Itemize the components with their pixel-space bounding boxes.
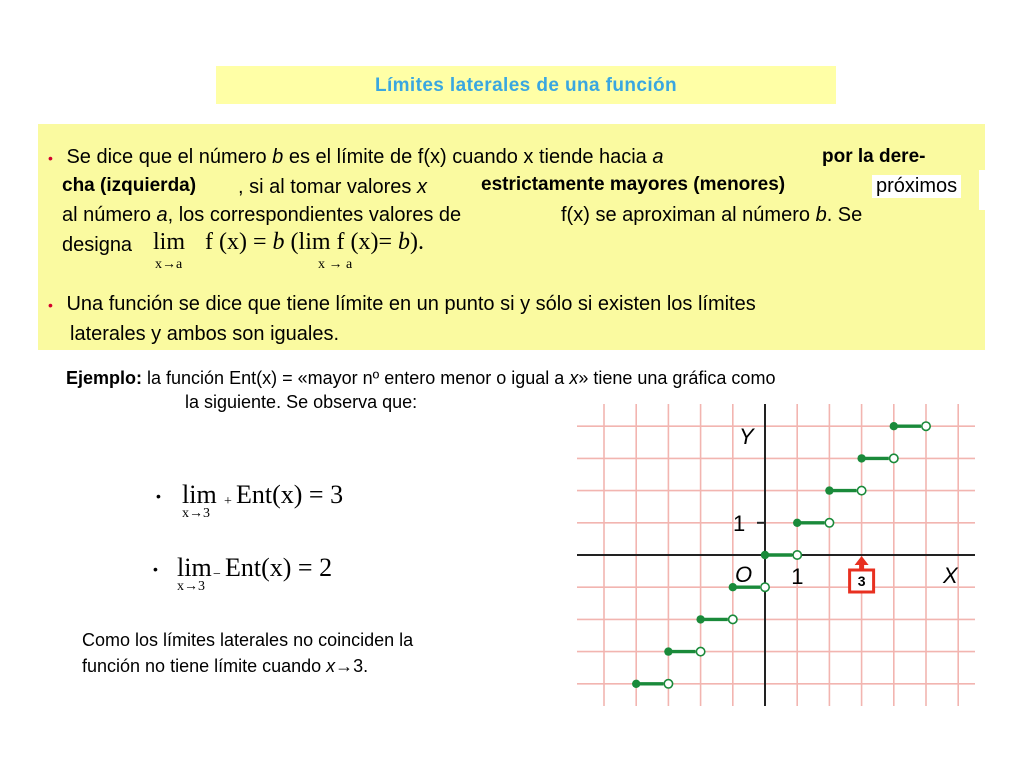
step-function-graph <box>577 404 975 706</box>
x-axis-label: X <box>943 563 958 588</box>
open-endpoint <box>729 615 737 623</box>
open-endpoint <box>922 422 930 430</box>
definition-line-2: , si al tomar valores x <box>238 176 427 198</box>
bullet-icon: • <box>156 488 161 504</box>
definition-bold-right: por la dere- <box>822 146 926 167</box>
formula-subscript-2: x → a <box>318 257 353 272</box>
bullet2-line-1: • Una función se dice que tiene límite en un punto si y sólo si existen los límites <box>48 293 756 315</box>
definition-bold-left: cha (izquierda) <box>62 175 197 196</box>
closed-endpoint <box>632 680 640 688</box>
white-notch <box>979 170 987 210</box>
bullet-icon: • <box>48 150 53 166</box>
definition-word-proximos: próximos <box>872 175 961 198</box>
conclusion-line-2: función no tiene límite cuando x→3. <box>82 656 369 676</box>
bullet-icon: • <box>153 561 158 577</box>
closed-endpoint <box>857 454 865 462</box>
definition-formula: lim f (x) = b (lim f (x)= b). <box>153 229 425 255</box>
open-endpoint <box>664 680 672 688</box>
marker-x3 <box>850 556 874 592</box>
closed-endpoint <box>761 551 769 559</box>
open-endpoint <box>793 551 801 559</box>
definition-line-3: al número a, los correspondientes valores de <box>62 204 462 226</box>
closed-endpoint <box>696 615 704 623</box>
y-axis-label: Y <box>739 424 754 449</box>
conclusion-line-1: Como los límites laterales no coinciden la <box>82 630 414 650</box>
open-endpoint <box>696 647 704 655</box>
example-line-1: Ejemplo: la función Ent(x) = «mayor nº entero menor o igual a x» tiene una gráfica como <box>66 368 776 388</box>
definition-line-3b: f(x) se aproximan al número b. Se <box>561 204 863 226</box>
bullet2-line-2: laterales y ambos son iguales. <box>70 323 340 345</box>
marker-label: 3 <box>857 573 866 589</box>
definition-line-1: • Se dice que el número b es el límite de f(x) cuando x tiende hacia a <box>48 146 664 168</box>
y-tick-label-1: 1 <box>733 510 746 536</box>
example-line-2: la siguiente. Se observa que: <box>185 392 418 412</box>
bullet-icon: • <box>48 297 53 313</box>
formula-subscript-1: x→a <box>155 257 183 272</box>
definition-bold-mid: estrictamente mayores (menores) <box>481 174 786 195</box>
open-endpoint <box>761 583 769 591</box>
page-title: Límites laterales de una función <box>374 75 678 96</box>
open-endpoint <box>825 519 833 527</box>
definition-designa: designa <box>62 234 133 256</box>
limit-right: • lim + Ent(x) = 3 x→3 <box>156 480 344 521</box>
closed-endpoint <box>793 519 801 527</box>
arrow-up-icon <box>855 556 869 570</box>
title-banner <box>216 66 836 104</box>
x-tick-label-1: 1 <box>791 564 804 589</box>
limit-left: • lim − Ent(x) = 2 x→3 <box>153 553 333 594</box>
closed-endpoint <box>825 486 833 494</box>
closed-endpoint <box>664 647 672 655</box>
open-endpoint <box>890 454 898 462</box>
closed-endpoint <box>890 422 898 430</box>
open-endpoint <box>857 486 865 494</box>
origin-label: O <box>735 562 753 587</box>
